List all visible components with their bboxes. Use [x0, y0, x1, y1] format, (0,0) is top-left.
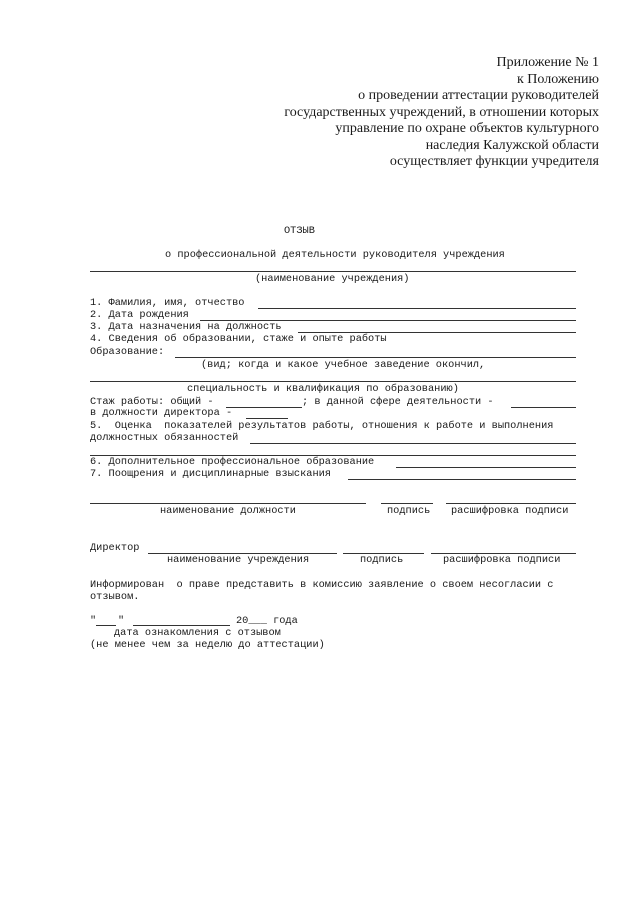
field-birth-date-label: 2. Дата рождения	[90, 309, 189, 321]
date-year: 20___ года	[236, 615, 298, 627]
appendix-line: осуществляет функции учредителя	[389, 154, 599, 169]
signature-line[interactable]	[381, 503, 433, 504]
field-awards-line[interactable]	[348, 479, 576, 480]
field-appointment-date-label: 3. Дата назначения на должность	[90, 321, 282, 333]
signature-caption: подпись	[387, 505, 431, 517]
director-label: Директор	[90, 542, 140, 554]
date-note: (не менее чем за неделю до аттестации)	[90, 639, 325, 651]
field-performance-line[interactable]	[250, 443, 576, 444]
experience-total-line[interactable]	[226, 407, 302, 408]
education-line[interactable]	[175, 357, 576, 358]
appendix-line: управление по охране объектов культурного	[335, 121, 599, 136]
experience-director-line[interactable]	[246, 418, 288, 419]
informed-text-2: отзывом.	[90, 591, 140, 603]
education-label: Образование:	[90, 346, 165, 358]
signature-decoding-line[interactable]	[446, 503, 576, 504]
date-quote-open: "	[90, 615, 97, 627]
date-day-line[interactable]	[96, 625, 116, 626]
field-full-name-line[interactable]	[258, 308, 576, 309]
appendix-line: о проведении аттестации руководителей	[358, 88, 599, 103]
appendix-line: государственных учреждений, в отношении которых	[284, 104, 599, 120]
institution-caption: (наименование учреждения)	[255, 273, 410, 285]
director-signature-caption: подпись	[360, 554, 404, 566]
field-education-info-label: 4. Сведения об образовании, стаже и опыте работы	[90, 333, 387, 345]
specialty-caption: специальность и квалификация по образованию)	[187, 383, 459, 395]
date-caption: дата ознакомления с отзывом	[114, 627, 281, 639]
director-decoding-caption: расшифровка подписи	[443, 554, 561, 566]
experience-sphere-label: ; в данной сфере деятельности -	[302, 396, 494, 408]
experience-director-label: в должности директора -	[90, 407, 233, 419]
date-quote-close: "	[118, 615, 125, 627]
field-awards-label: 7. Поощрения и дисциплинарные взыскания	[90, 468, 331, 480]
field-performance-label-2: должностных обязанностей	[90, 432, 239, 444]
education-line-2[interactable]	[90, 381, 576, 382]
informed-text: Информирован о праве представить в комиссию заявление о своем несогласии с	[90, 579, 554, 591]
appendix-line: наследия Калужской области	[425, 137, 599, 153]
signature-position-caption: наименование должности	[160, 505, 296, 517]
education-caption: (вид; когда и какое учебное заведение окончил,	[201, 359, 486, 371]
signature-decoding-caption: расшифровка подписи	[451, 505, 569, 517]
form-subtitle: о профессиональной деятельности руководителя учреждения	[165, 249, 505, 261]
date-month-line[interactable]	[133, 625, 230, 626]
field-additional-education-label: 6. Дополнительное профессиональное образование	[90, 456, 375, 468]
signature-position-line[interactable]	[90, 503, 366, 504]
field-additional-education-line[interactable]	[396, 467, 576, 468]
experience-sphere-line[interactable]	[511, 407, 576, 408]
director-institution-caption: наименование учреждения	[167, 554, 310, 566]
institution-name-line[interactable]	[90, 271, 576, 272]
experience-total-label: Стаж работы: общий -	[90, 396, 214, 408]
appendix-line: к Положению	[516, 71, 599, 87]
appendix-line: Приложение № 1	[496, 55, 599, 70]
field-performance-label: 5. Оценка показателей результатов работы, отношения к работе и выполнения	[90, 420, 554, 432]
appendix-header	[284, 55, 599, 171]
field-full-name-label: 1. Фамилия, имя, отчество	[90, 297, 245, 309]
form-title: ОТЗЫВ	[284, 225, 315, 237]
